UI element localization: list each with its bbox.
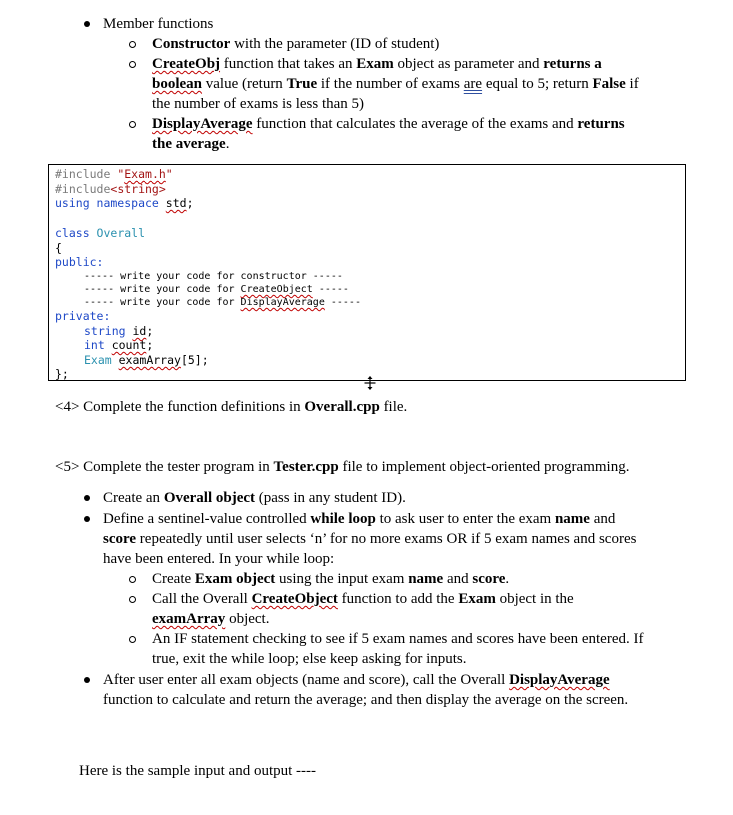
code-line-using: using namespace std; bbox=[55, 196, 194, 210]
sample-io-caption: Here is the sample input and output ---- bbox=[79, 763, 317, 779]
step5-sub-createobject-line1: Call the Overall CreateObject function to add the Exam object in the bbox=[152, 591, 574, 607]
step5-sub-if-line1: An IF statement checking to see if 5 exam names and scores have been entered. If bbox=[152, 631, 644, 647]
bullet bbox=[84, 677, 90, 683]
code-line-displayaverage-placeholder: ----- write your code for DisplayAverage ----- bbox=[84, 297, 361, 308]
sub-bullet bbox=[129, 596, 136, 603]
step5-bullet-while-line3: have been entered. In your while loop: bbox=[103, 551, 335, 567]
step4-text: <4> Complete the function definitions in Overall.cpp file. bbox=[55, 399, 408, 415]
code-line-class: class Overall bbox=[55, 226, 146, 240]
step5-bullet-display-line2: function to calculate and return the average; and then display the average on the screen. bbox=[103, 692, 629, 708]
code-line-int-count: int count; bbox=[84, 338, 154, 352]
displayaverage-item-line1: DisplayAverage function that calculates the average of the exams and returns bbox=[152, 116, 625, 132]
step5-bullet-create-overall: Create an Overall object (pass in any student ID). bbox=[103, 490, 406, 506]
code-line-constructor-placeholder: ----- write your code for constructor ----- bbox=[84, 271, 343, 282]
createobj-item-line3: the number of exams is less than 5) bbox=[152, 96, 365, 112]
step5-sub-create-exam: Create Exam object using the input exam name and score. bbox=[152, 571, 510, 587]
sub-bullet bbox=[129, 121, 136, 128]
bullet bbox=[84, 495, 90, 501]
step5-bullet-while-line1: Define a sentinel-value controlled while loop to ask user to enter the exam name and bbox=[103, 511, 616, 527]
code-line-public: public: bbox=[55, 255, 104, 269]
sub-bullet bbox=[129, 636, 136, 643]
step5-bullet-display-line1: After user enter all exam objects (name and score), call the Overall DisplayAverage bbox=[103, 672, 610, 688]
code-line-close-brace: }; bbox=[55, 367, 69, 381]
code-line-open-brace: { bbox=[55, 241, 62, 255]
createobj-item-line1: CreateObj function that takes an Exam object as parameter and returns a bbox=[152, 56, 602, 72]
code-line-private: private: bbox=[55, 309, 111, 323]
code-line-string-id: string id; bbox=[84, 324, 154, 338]
code-line-include-string: #include<string> bbox=[55, 182, 166, 196]
code-line-createobject-placeholder: ----- write your code for CreateObject ----- bbox=[84, 284, 349, 295]
step5-text: <5> Complete the tester program in Tester.cpp file to implement object-oriented programming. bbox=[55, 459, 630, 475]
step5-bullet-while-line2: score repeatedly until user selects ‘n’ for no more exams OR if 5 exam names and scores bbox=[103, 531, 637, 547]
step5-sub-createobject-line2: examArray object. bbox=[152, 611, 270, 627]
resize-cursor-icon bbox=[364, 376, 376, 390]
displayaverage-item-line2: the average. bbox=[152, 136, 230, 152]
bullet bbox=[84, 21, 90, 27]
sub-bullet bbox=[129, 576, 136, 583]
code-line-exam-array: Exam examArray[5]; bbox=[84, 353, 209, 367]
sub-bullet bbox=[129, 41, 136, 48]
step5-sub-if-line2: true, exit the while loop; else keep asking for inputs. bbox=[152, 651, 467, 667]
sub-bullet bbox=[129, 61, 136, 68]
createobj-item-line2: boolean value (return True if the number of exams are equal to 5; return False if bbox=[152, 76, 639, 92]
bullet bbox=[84, 516, 90, 522]
constructor-item: Constructor with the parameter (ID of student) bbox=[152, 36, 440, 52]
member-functions-heading: Member functions bbox=[103, 16, 214, 32]
code-line-include-exam: #include "Exam.h" bbox=[55, 167, 173, 181]
